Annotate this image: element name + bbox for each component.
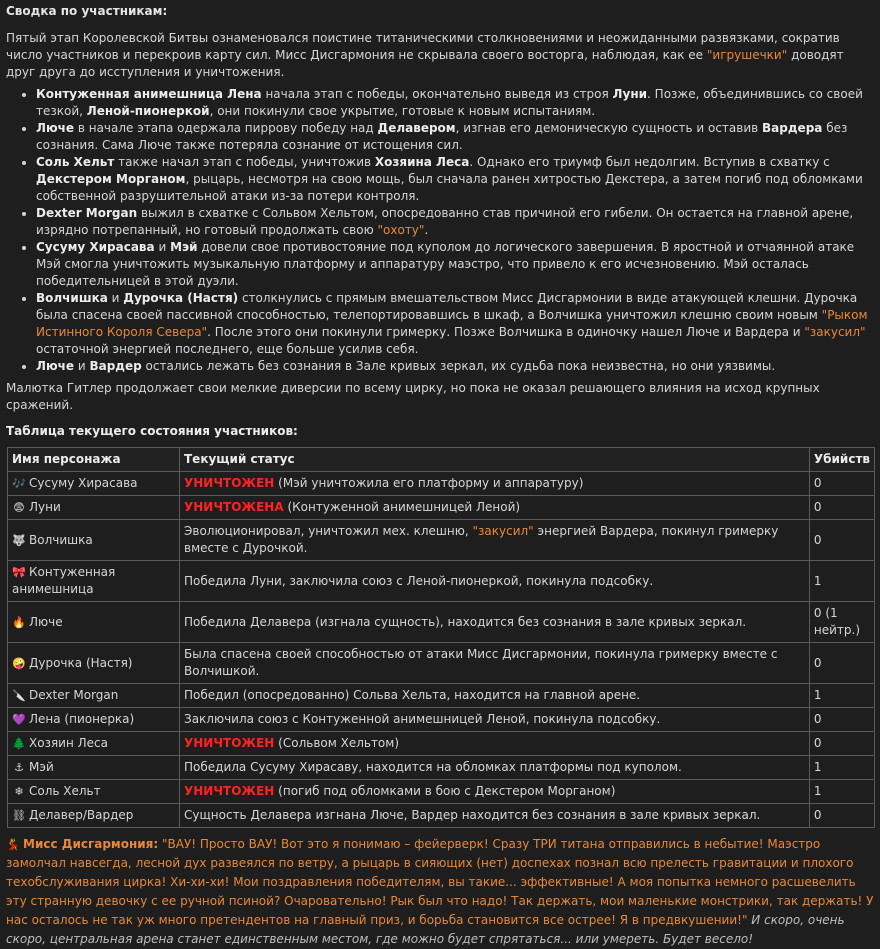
status-cell: Победил (опосредованно) Сольва Хельта, находится на главной арене.	[180, 684, 810, 708]
fire-icon: 🔥	[12, 615, 26, 629]
name-cell	[8, 561, 180, 602]
character-name: Делавером	[377, 121, 456, 135]
character-name: Контуженная анимешница	[12, 565, 116, 596]
table-row	[8, 804, 875, 828]
name-cell	[8, 520, 180, 561]
summary-text: и	[154, 240, 171, 254]
summary-text: остались лежать без сознания в Зале кривых зеркал, их судьба пока неизвестна, но они уязвимы.	[141, 359, 776, 373]
table-row	[8, 472, 875, 496]
character-name: Волчишка	[29, 532, 93, 547]
status-text: энергией Вардера, покинул гримерку вместе с Дурочкой.	[184, 524, 779, 555]
zany-face-icon: 🤪	[12, 656, 26, 670]
summary-text: . Однако его триумф был недолгим. Вступив в схватку с	[469, 155, 830, 169]
destroyed-flag: УНИЧТОЖЕН	[184, 736, 275, 750]
table-header-row	[8, 448, 875, 472]
header-kills: Убийств	[809, 448, 874, 472]
summary-text: столкнулись с прямым вмешательством Мисс Дисгармонии в виде атакующей клешни. Дурочка была спасена своей пассивной способностью, телепортировавшись в шкаф, а Волчишка уничтожил клешню своим новым	[36, 291, 858, 322]
character-name: Хозяина Леса	[374, 155, 470, 169]
header-status: Текущий статус	[180, 448, 810, 472]
summary-text: , они покинули свое укрытие, готовые к новым испытаниям.	[209, 104, 596, 118]
kills-cell: 0	[809, 472, 874, 496]
name-cell	[8, 496, 180, 520]
quoted-word: "охоту"	[377, 223, 425, 237]
kills-cell: 1	[809, 561, 874, 602]
name-cell	[8, 732, 180, 756]
table-row	[8, 643, 875, 684]
character-name: Вардер	[89, 359, 142, 373]
quoted-word: "Рыком Истинного Короля Севера"	[36, 308, 868, 339]
table-row	[8, 496, 875, 520]
intro-quote: "игрушечки"	[706, 48, 788, 62]
character-name: Соль Хельт	[29, 784, 101, 798]
status-cell: Заключила союз с Контуженной анимешницей Леной, покинула подсобку.	[180, 708, 810, 732]
chains-icon: ⛓	[12, 809, 26, 822]
character-name: Сусуму Хирасава	[36, 240, 155, 254]
anchor-icon: ⚓	[14, 761, 24, 774]
summary-text: начала этап с победы, окончательно выведя из строя	[261, 87, 613, 101]
status-cell	[180, 780, 810, 804]
character-name: Вардера	[762, 121, 823, 135]
intro-paragraph	[6, 30, 874, 81]
destroyed-flag: УНИЧТОЖЕНА	[184, 500, 284, 514]
summary-text: довели свое противостояние под куполом до логического завершения. В яростной и отчаянной атаке Мэй смогла уничтожить музыкальную платформу и аппаратуру маэстро, что привело к его исчезновению. Мэй осталась победительницей в этой дуэли.	[36, 240, 855, 288]
destroyed-flag: УНИЧТОЖЕН	[184, 476, 275, 490]
summary-item-susumu	[36, 239, 874, 290]
status-table	[7, 447, 875, 828]
character-name: Декстером Морганом	[36, 172, 186, 186]
status-cell: Победила Луни, заключила союз с Леной-пионеркой, покинула подсобку.	[180, 561, 810, 602]
status-text: (Сольвом Хельтом)	[274, 736, 400, 750]
table-row	[8, 780, 875, 804]
kills-cell: 0	[809, 643, 874, 684]
character-name: Дурочка (Настя)	[123, 291, 239, 305]
character-name: Сусуму Хирасава	[29, 476, 138, 490]
table-row	[8, 732, 875, 756]
character-name: Мэй	[170, 240, 198, 254]
kills-cell: 1	[809, 780, 874, 804]
purple-heart-icon: 💜	[12, 713, 26, 726]
table-row	[8, 520, 875, 561]
kills-cell: 0	[809, 520, 874, 561]
summary-text: , рыцарь, несмотря на свою мощь, был сначала ранен хитростью Декстера, а затем погиб под обломками собственной разрушительной атаки из-за потери контроля.	[36, 172, 863, 203]
summary-heading: Сводка по участникам:	[6, 4, 168, 18]
status-text: Эволюционировал, уничтожил мех. клешню,	[184, 524, 473, 538]
snowflake-icon: ❄	[14, 785, 24, 798]
character-name: Лена (пионерка)	[29, 712, 135, 726]
dancer-icon: 💃	[6, 838, 20, 851]
quoted-word: "закусил"	[472, 524, 534, 538]
status-cell: Была спасена своей способностью от атаки Мисс Дисгармонии, покинула гримерку вместе с Волчишкой.	[180, 643, 810, 684]
name-cell	[8, 602, 180, 643]
quoted-word: "закусил"	[804, 325, 866, 339]
status-text: (погиб под обломками в бою с Декстером Морганом)	[274, 784, 616, 798]
character-name: Люче	[36, 121, 75, 135]
summary-item-dexter	[36, 205, 874, 239]
character-name: Луни	[612, 87, 648, 101]
kills-cell: 0	[809, 708, 874, 732]
name-cell	[8, 756, 180, 780]
status-cell: Сущность Делавера изгнана Люче, Вардер находится без сознания в зале кривых зеркал.	[180, 804, 810, 828]
summary-text: .	[424, 223, 429, 237]
summary-item-unconscious	[36, 358, 874, 375]
summary-text: без сознания. Сама Люче также потеряла сознание от истощения сил.	[36, 121, 848, 152]
aside-text: И скоро, очень скоро, центральная арена станет единственным местом, где можно будет спрятаться... или умереть. Будет весело!	[6, 913, 845, 946]
character-name: Делавер/Вардер	[29, 808, 134, 822]
ribbon-icon: 🎀	[12, 566, 26, 579]
character-name: Леной-пионеркой	[86, 104, 210, 118]
kills-cell: 0	[809, 732, 874, 756]
table-row	[8, 708, 875, 732]
name-cell	[8, 684, 180, 708]
name-cell	[8, 472, 180, 496]
character-name: Люче	[29, 614, 63, 629]
character-name: Луни	[29, 500, 61, 514]
summary-text: . Позже, объединившись со своей тезкой,	[36, 87, 863, 118]
summary-text: и	[74, 359, 90, 373]
summary-text: . После этого они покинули гримерку. Позже Волчишка в одиночку нашел Люче и Вардера и	[207, 325, 805, 339]
summary-item-volchishka	[36, 290, 874, 358]
summary-item-sol	[36, 154, 874, 205]
status-text: (Мэй уничтожила его платформу и аппаратуру)	[274, 476, 584, 490]
summary-text: и	[107, 291, 124, 305]
status-text: (Контуженной анимешницей Леной)	[283, 500, 521, 514]
table-title	[6, 423, 874, 440]
table-title-text: Таблица текущего состояния участников:	[6, 424, 298, 438]
status-cell	[180, 496, 810, 520]
status-cell	[180, 732, 810, 756]
name-cell	[8, 643, 180, 684]
miss-disharmony-quote	[6, 835, 874, 949]
participant-summary-list	[6, 86, 874, 375]
quote-text: "ВАУ! Просто ВАУ! Вот это я понимаю – фейерверк! Сразу ТРИ титана отправились в небытие! Маэстро замолчал навсегда, лесной дух развеялся по ветру, а рыцарь в сияющих (нет) доспехах познал всю прелесть гравитации и плохого техобслуживания цирка! Хи-хи-хи! Мои поздравления победителям, вы такие... эффективные! А моя попытка немного расшевелить эту странную девочку с ее ручной псиной? Очаровательно! Рык был что надо! Так держать, мои маленькие монстрики, так держать! У нас осталось не так уж много претендентов на главный приз, и борьба становится все острее! Я в предвкушении!"	[6, 837, 874, 927]
header-name: Имя персонажа	[8, 448, 180, 472]
summary-text: выжил в схватке с Сольвом Хельтом, опосредованно став причиной его гибели. Он остается на главной арене, изрядно потрепанный, но готовый продолжать свою	[36, 206, 854, 237]
kills-cell: 1	[809, 684, 874, 708]
character-name: Волчишка	[36, 291, 108, 305]
summary-text: , изгнав его демоническую сущность и оставив	[455, 121, 763, 135]
status-cell: Победила Делавера (изгнала сущность), находится без сознания в зале кривых зеркал.	[180, 602, 810, 643]
character-name: Dexter Morgan	[29, 688, 119, 702]
scared-face-icon: 😨	[13, 501, 25, 514]
tree-icon: 🌲	[12, 737, 26, 750]
music-notes-icon: 🎶	[12, 477, 26, 490]
name-cell	[8, 780, 180, 804]
summary-item-luche	[36, 120, 874, 154]
summary-item-lena	[36, 86, 874, 120]
character-name: Мэй	[29, 760, 54, 774]
wolf-icon: 🐺	[12, 533, 26, 547]
character-name: Хозяин Леса	[29, 736, 108, 750]
character-name: Люче	[36, 359, 75, 373]
character-name: Dexter Morgan	[36, 206, 138, 220]
name-cell	[8, 708, 180, 732]
table-row	[8, 602, 875, 643]
status-cell	[180, 472, 810, 496]
character-name: Дурочка (Настя)	[29, 655, 133, 670]
intro-text: Пятый этап Королевской Битвы ознаменовался поистине титаническими столкновениями и неожиданными развязками, сократив число участников и перекроив карту сил. Мисс Дисгармония не скрывала своего восторга, наблюдая, как ее	[6, 31, 840, 62]
knife-icon: 🔪	[12, 689, 26, 702]
table-row	[8, 684, 875, 708]
summary-text: остаточной энергией последнего, еще больше усилив себя.	[36, 342, 419, 356]
destroyed-flag: УНИЧТОЖЕН	[184, 784, 275, 798]
status-cell	[180, 520, 810, 561]
status-cell: Победила Сусуму Хирасаву, находится на обломках платформы под куполом.	[180, 756, 810, 780]
character-name: Соль Хельт	[36, 155, 115, 169]
kills-cell: 0	[809, 496, 874, 520]
intro-text-end: доводят друг друга до исступления и уничтожения.	[6, 48, 844, 79]
summary-text: также начал этап с победы, уничтожив	[114, 155, 375, 169]
table-row	[8, 561, 875, 602]
gitler-paragraph: Малютка Гитлер продолжает свои мелкие диверсии по всему цирку, но пока не оказал решающего влияния на исход крупных сражений.	[6, 381, 820, 412]
kills-cell: 1	[809, 756, 874, 780]
character-name: Контуженная анимешница Лена	[36, 87, 262, 101]
speaker-name: Мисс Дисгармония:	[23, 837, 159, 851]
kills-cell: 0 (1 нейтр.)	[809, 602, 874, 643]
table-row	[8, 756, 875, 780]
summary-text: в начале этапа одержала пиррову победу над	[74, 121, 378, 135]
kills-cell: 0	[809, 804, 874, 828]
name-cell	[8, 804, 180, 828]
